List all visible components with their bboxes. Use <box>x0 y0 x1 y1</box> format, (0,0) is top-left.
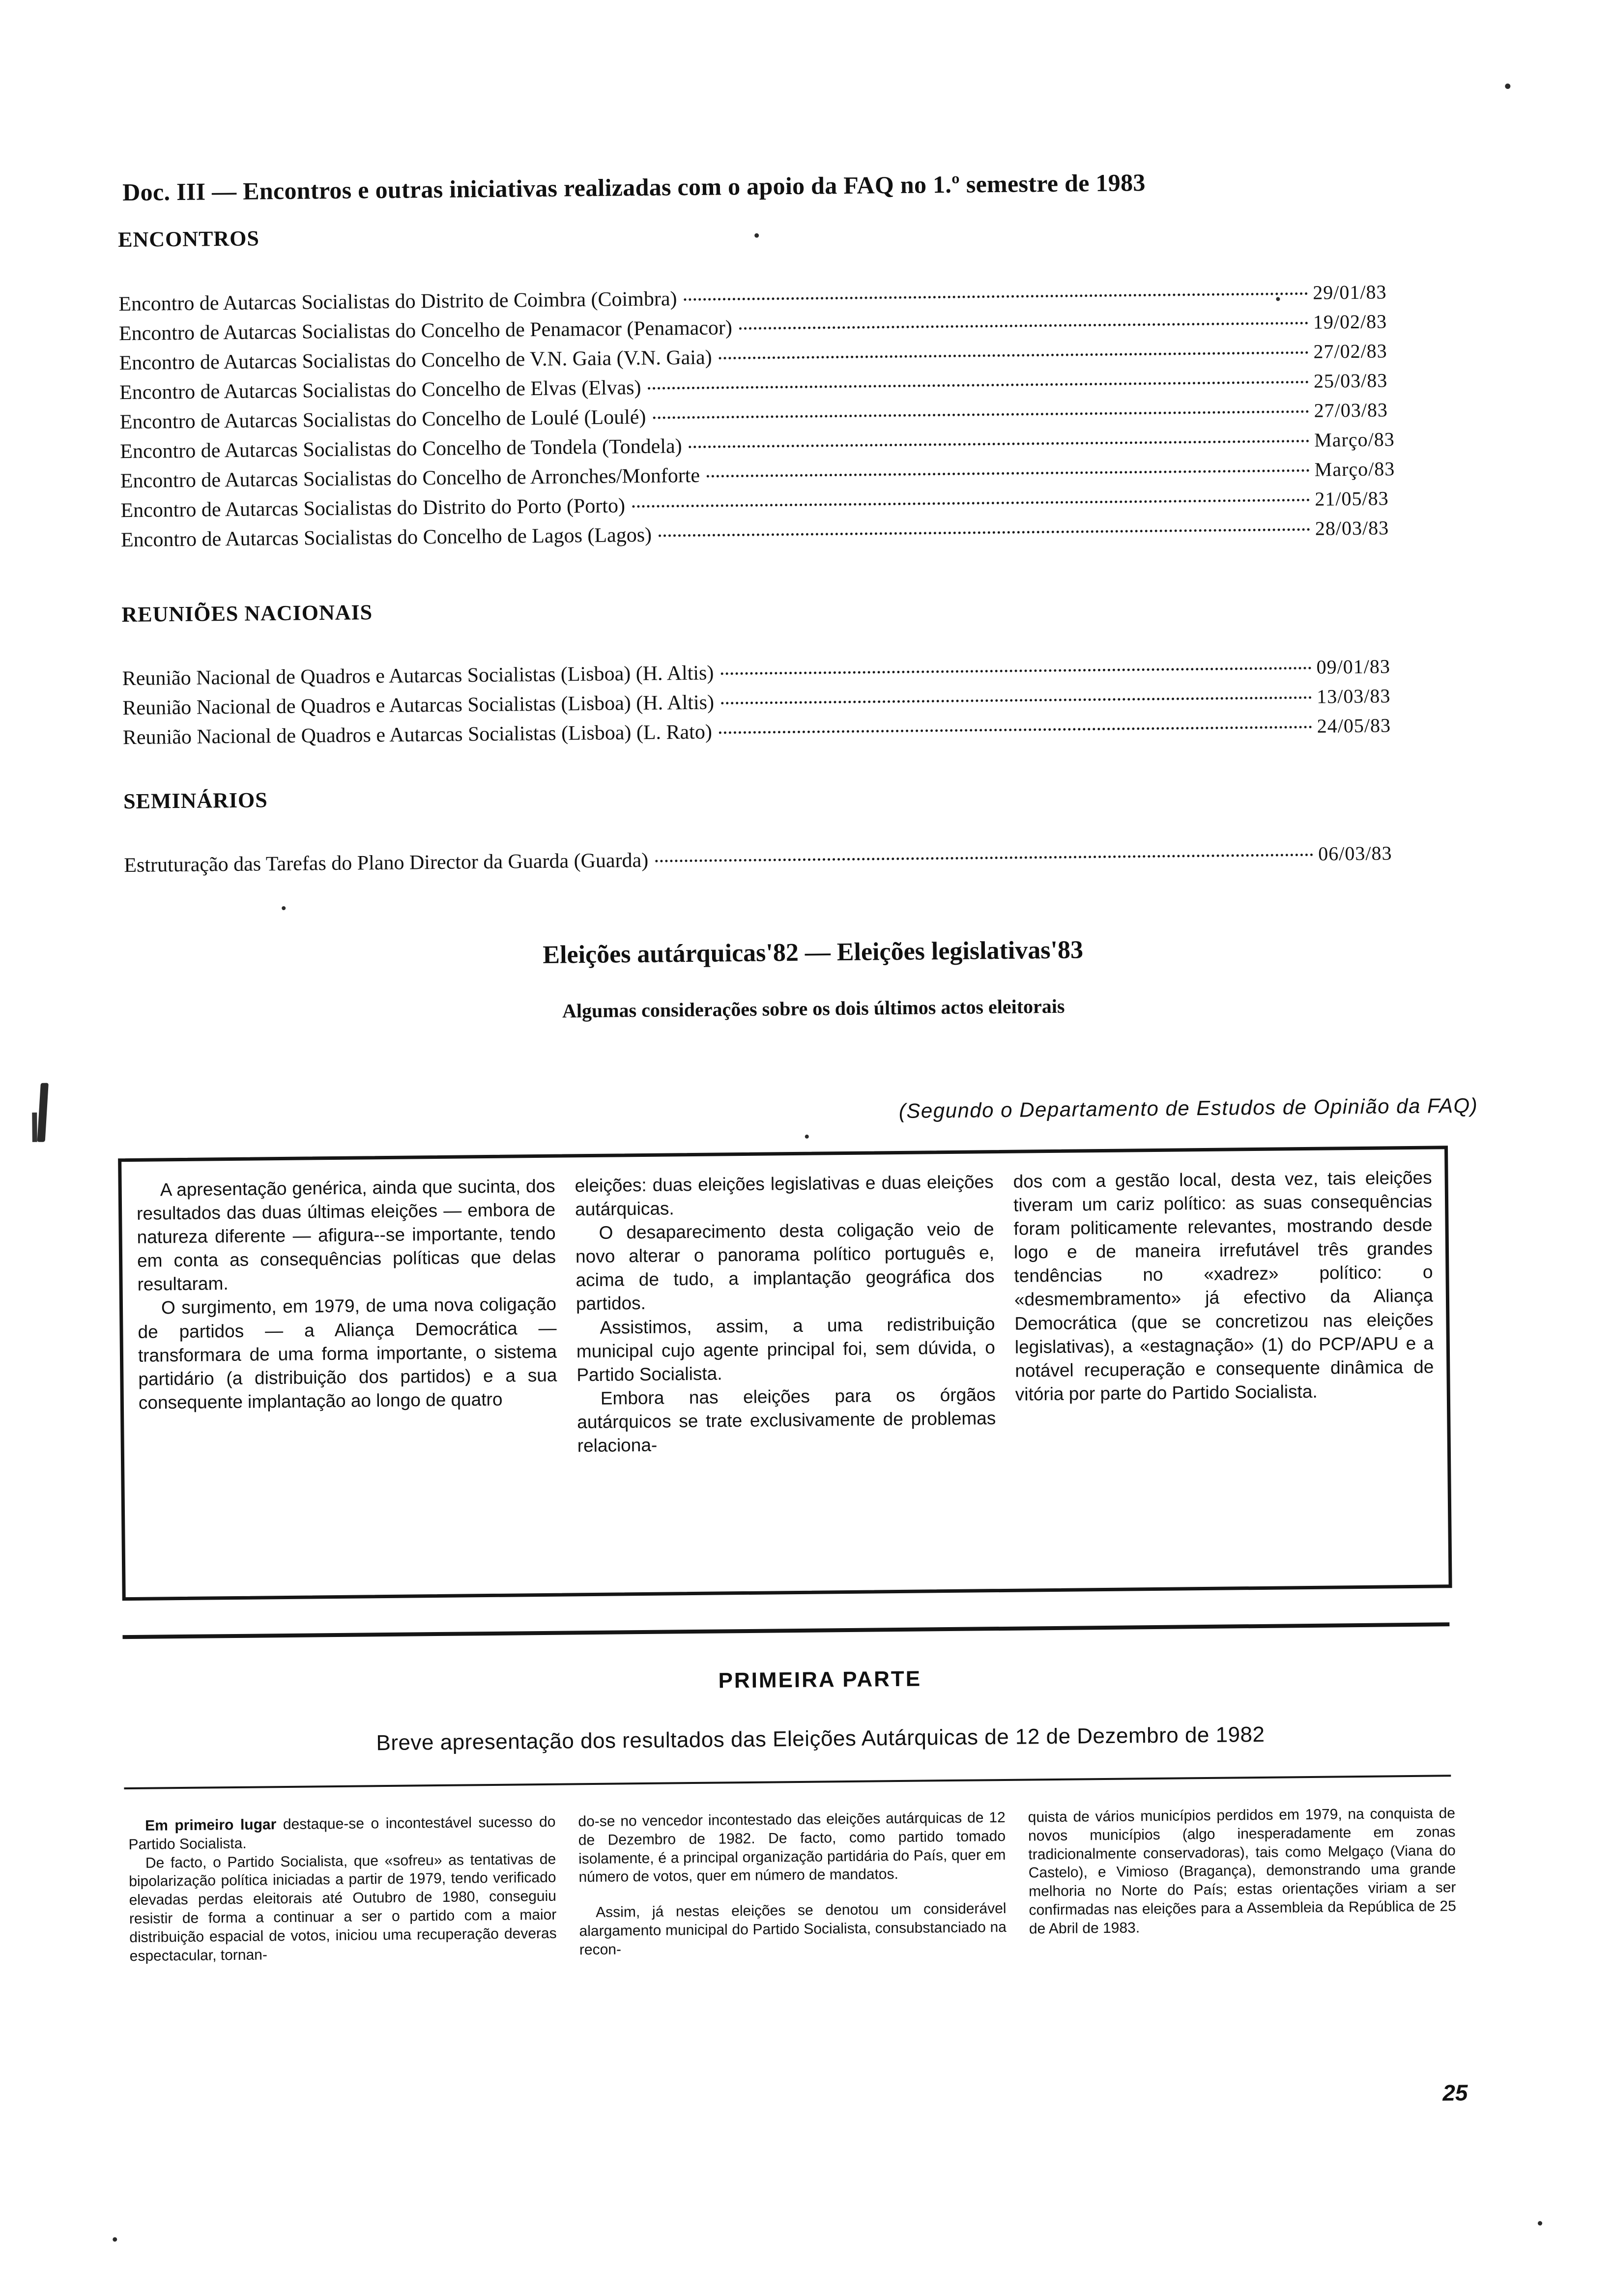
scan-speck <box>1505 84 1510 89</box>
lead-paragraph: O desaparecimento desta coligação veio de novo alterar o panorama político português e, acima de tudo, a implantação geográfica dos partidos. <box>575 1219 995 1314</box>
dot-leader <box>719 351 1309 360</box>
entry-name: Encontro de Autarcas Socialistas do Concelho de Loulé (Loulé) <box>119 405 646 434</box>
body-column-2 <box>578 1808 1007 1961</box>
dot-leader <box>659 528 1310 537</box>
section-heading-reunioes-nacionais: REUNIÕES NACIONAIS <box>121 600 373 627</box>
list-item <box>121 516 1463 552</box>
dot-leader <box>653 410 1309 419</box>
dot-leader <box>719 726 1312 734</box>
lead-box-column-1 <box>137 1175 559 1588</box>
body-paragraph: do-se no vencedor incontestado das eleições autárquicas de 12 de Dezembro de 1982. De facto, como partido tomado isolamente, é a principal organização partidária do País, quer em número de votos, quer em número de mandatos. <box>578 1809 1006 1886</box>
lead-paragraph: eleições: duas eleições legislativas e duas eleições autárquicas. <box>575 1172 994 1220</box>
entry-date: 29/01/83 <box>1313 281 1387 304</box>
entry-date: 28/03/83 <box>1315 517 1389 540</box>
entry-name: Encontro de Autarcas Socialistas do Concelho de Penamacor (Penamacor) <box>118 316 733 345</box>
entry-name: Reunião Nacional de Quadros e Autarcas Socialistas (Lisboa) (H. Altis) <box>122 661 714 690</box>
scan-speck <box>282 906 286 910</box>
article-title: Eleições autárquicas'82 — Eleições legislativas'83 <box>543 936 1084 969</box>
dot-leader <box>689 440 1310 448</box>
page-number: 25 <box>1442 2079 1468 2106</box>
section-heading-encontros: ENCONTROS <box>117 226 260 252</box>
scan-speck <box>1538 2221 1542 2226</box>
body-lead-in: Em primeiro lugar <box>144 1816 277 1834</box>
lead-box <box>118 1146 1452 1601</box>
entry-date: 27/02/83 <box>1313 340 1387 363</box>
dot-leader <box>721 696 1312 705</box>
scan-speck <box>805 1135 809 1139</box>
body-paragraph: Assim, já nestas eleições se denotou um considerável alargamento municipal do Partido Socialista, consubstanciado na recon- <box>579 1900 1007 1958</box>
lead-paragraph: O surgimento, em 1979, de uma nova coligação de partidos — a Aliança Democrática — transformara de uma forma importante, o sistema partidário (a distribuição dos partidos) e a sua consequente implantação ao longo de quatro <box>138 1294 557 1413</box>
body-paragraph: quista de vários municípios perdidos em 1979, na conquista de novos municípios (algo inesperadamente em zonas tradicionalmente conservadoras), tais como Melgaço (Viana do Castelo), e Vimioso (Bragança), demonstrando uma grande melhoria no Norte do País; estas orientações viriam a ser confirmadas nas eleições para a Assembleia da República de 25 de Abril de 1983. <box>1028 1805 1456 1937</box>
entry-date: Março/83 <box>1314 428 1395 451</box>
entry-date: 25/03/83 <box>1313 369 1388 392</box>
horizontal-rule-bottom <box>124 1775 1451 1789</box>
part-title: PRIMEIRA PARTE <box>718 1666 922 1693</box>
dot-leader <box>655 854 1313 862</box>
entry-name: Encontro de Autarcas Socialistas do Concelho de Tondela (Tondela) <box>120 435 682 463</box>
entry-date: 19/02/83 <box>1313 310 1387 333</box>
entry-date: Março/83 <box>1314 458 1395 481</box>
list-item <box>124 841 1466 877</box>
horizontal-rule-top <box>122 1622 1449 1639</box>
article-subtitle: Algumas considerações sobre os dois últimos actos eleitorais <box>562 995 1065 1022</box>
dot-leader <box>632 499 1310 508</box>
entry-name: Encontro de Autarcas Socialistas do Distrito do Porto (Porto) <box>120 494 626 522</box>
entry-name: Encontro de Autarcas Socialistas do Distrito de Coimbra (Coimbra) <box>118 287 677 316</box>
section-heading-seminarios: SEMINÁRIOS <box>123 788 268 814</box>
entry-date: 09/01/83 <box>1316 655 1391 678</box>
body-paragraph <box>128 1813 556 1854</box>
body-columns <box>128 1804 1457 1965</box>
entry-name: Reunião Nacional de Quadros e Autarcas Socialistas (Lisboa) (L. Rato) <box>122 720 713 749</box>
dot-leader <box>707 469 1310 478</box>
entry-name: Encontro de Autarcas Socialistas do Concelho de V.N. Gaia (V.N. Gaia) <box>119 346 712 375</box>
article-attribution: (Segundo o Departamento de Estudos de Opinião da FAQ) <box>898 1093 1478 1122</box>
lead-paragraph: dos com a gestão local, desta vez, tais eleições tiveram um cariz político: as suas consequências foram politicamente relevantes, mostrando desde logo e de maneira irrefutável três grandes tendências no «xadrez» político: o «desmembramento» já efectivo da Aliança Democrática (que se concretizou nas eleições legislativas), a «estagnação» (1) do PCP/APU e a notável recuperação e consequente dinâmica de vitória por parte do Partido Socialista. <box>1013 1167 1434 1405</box>
part-subtitle: Breve apresentação dos resultados das Eleições Autárquicas de 12 de Dezembro de 1982 <box>376 1722 1265 1755</box>
dot-leader <box>684 292 1308 301</box>
entry-date: 13/03/83 <box>1316 685 1391 708</box>
lead-box-column-3 <box>1013 1166 1436 1580</box>
body-paragraph: De facto, o Partido Socialista, que «sofreu» as tentativas de bipolarização política iniciadas a partir de 1979, tendo verificado elevadas perdas eleitorais até Outubro de 1980, conseguiu resistir de forma a continuar a ser o partido com a maior distribuição espacial de votos, iniciou uma recuperação deveras espectacular, tornan- <box>129 1851 557 1964</box>
entry-date: 27/03/83 <box>1314 399 1388 422</box>
lead-box-column-2 <box>575 1170 997 1584</box>
dot-leader <box>739 322 1308 330</box>
entry-name: Estruturação das Tarefas do Plano Director da Guarda (Guarda) <box>124 849 649 877</box>
entry-name: Encontro de Autarcas Socialistas do Concelho de Arronches/Monforte <box>120 464 700 493</box>
body-column-1 <box>128 1813 557 1966</box>
entry-date: 24/05/83 <box>1317 714 1391 737</box>
dot-leader <box>720 667 1311 675</box>
lead-paragraph: Assistimos, assim, a uma redistribuição municipal cujo agente principal foi, sem dúvida, o Partido Socialista. <box>576 1313 996 1385</box>
entry-name: Reunião Nacional de Quadros e Autarcas Socialistas (Lisboa) (H. Altis) <box>122 691 715 720</box>
lead-paragraph: A apresentação genérica, ainda que sucinta, dos resultados das duas últimas eleições — embora de natureza diferente — afigura--se importante, tendo em conta as consequências políticas que delas resultaram. <box>136 1176 556 1295</box>
body-column-3 <box>1028 1804 1457 1957</box>
body-paragraph-text: destaque-se o incontestável sucesso do Partido Socialista. <box>128 1813 556 1853</box>
scan-speck <box>754 233 759 238</box>
lead-paragraph: Embora nas eleições para os órgãos autárquicos se trate exclusivamente de problemas relaciona- <box>577 1384 996 1456</box>
entry-date: 21/05/83 <box>1315 487 1389 510</box>
page-title: Doc. III — Encontros e outras iniciativas realizadas com o apoio da FAQ no 1.º semestre de 1983 <box>122 169 1146 206</box>
scan-speck <box>113 2237 117 2241</box>
entry-date: 06/03/83 <box>1318 842 1392 865</box>
entry-name: Encontro de Autarcas Socialistas do Concelho de Lagos (Lagos) <box>120 523 652 552</box>
list-item <box>123 713 1465 749</box>
dot-leader <box>648 381 1309 390</box>
entry-name: Encontro de Autarcas Socialistas do Concelho de Elvas (Elvas) <box>119 376 641 404</box>
